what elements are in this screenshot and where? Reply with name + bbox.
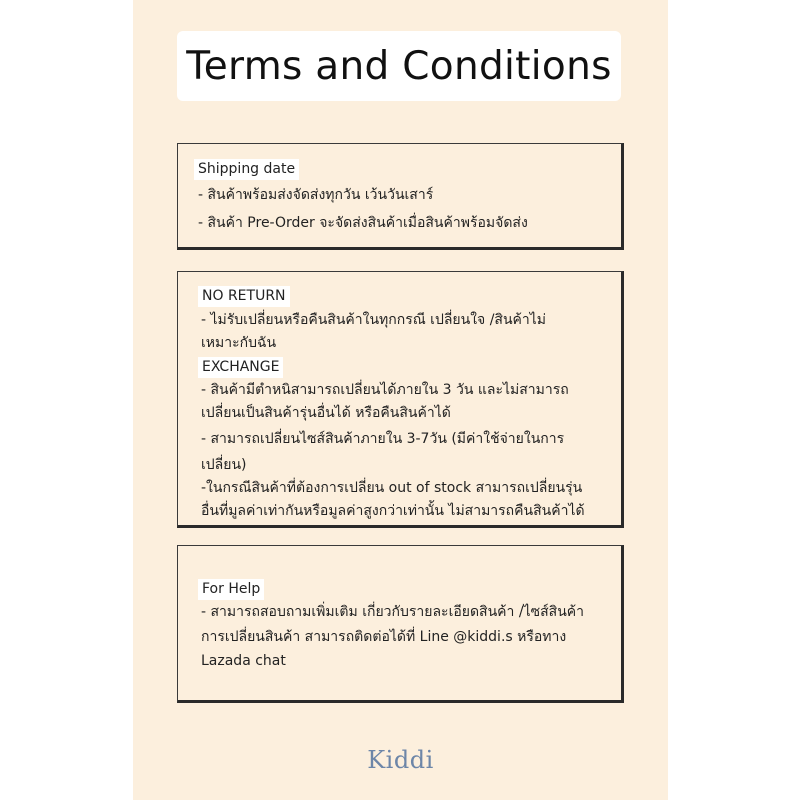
shipping-label: Shipping date <box>194 159 299 180</box>
help-line: การเปลี่ยนสินค้า สามารถติดต่อได้ที่ Line @kiddi.s หรือทาง <box>201 629 567 645</box>
help-line: Lazada chat <box>201 653 286 669</box>
exchange-label: EXCHANGE <box>198 357 283 378</box>
exchange-line: -ในกรณีสินค้าที่ต้องการเปลี่ยน out of stock สามารถเปลี่ยนรุ่น <box>201 480 583 496</box>
title-box <box>177 31 621 101</box>
shipping-line: - สินค้าพร้อมส่งจัดส่งทุกวัน เว้นวันเสาร์ <box>198 187 434 203</box>
no-return-line: - ไม่รับเปลี่ยนหรือคืนสินค้าในทุกกรณี เปลี่ยนใจ /สินค้าไม่ <box>201 312 547 328</box>
exchange-line: เปลี่ยนเป็นสินค้ารุ่นอื่นได้ หรือคืนสินค้าได้ <box>201 405 451 421</box>
return-exchange-section <box>177 271 624 528</box>
no-return-line: เหมาะกับฉัน <box>201 335 277 351</box>
exchange-line: อื่นที่มูลค่าเท่ากันหรือมูลค่าสูงกว่าเท่านั้น ไม่สามารถคืนสินค้าได้ <box>201 503 585 519</box>
help-label: For Help <box>198 579 264 600</box>
help-section <box>177 545 624 703</box>
exchange-line: - สินค้ามีตำหนิสามารถเปลี่ยนได้ภายใน 3 วัน และไม่สามารถ <box>201 382 569 398</box>
terms-poster <box>133 0 668 800</box>
shipping-section <box>177 143 624 250</box>
shipping-line: - สินค้า Pre-Order จะจัดส่งสินค้าเมื่อสินค้าพร้อมจัดส่ง <box>198 215 528 231</box>
page-title: Terms and Conditions <box>186 43 612 89</box>
exchange-line: - สามารถเปลี่ยนไซส์สินค้าภายใน 3-7วัน (มีค่าใช้จ่ายในการ <box>201 431 565 447</box>
exchange-line: เปลี่ยน) <box>201 457 247 473</box>
no-return-label: NO RETURN <box>198 286 290 307</box>
brand-logo: Kiddi <box>367 746 434 774</box>
help-line: - สามารถสอบถามเพิ่มเติม เกี่ยวกับรายละเอียดสินค้า /ไซส์สินค้า <box>201 604 584 620</box>
